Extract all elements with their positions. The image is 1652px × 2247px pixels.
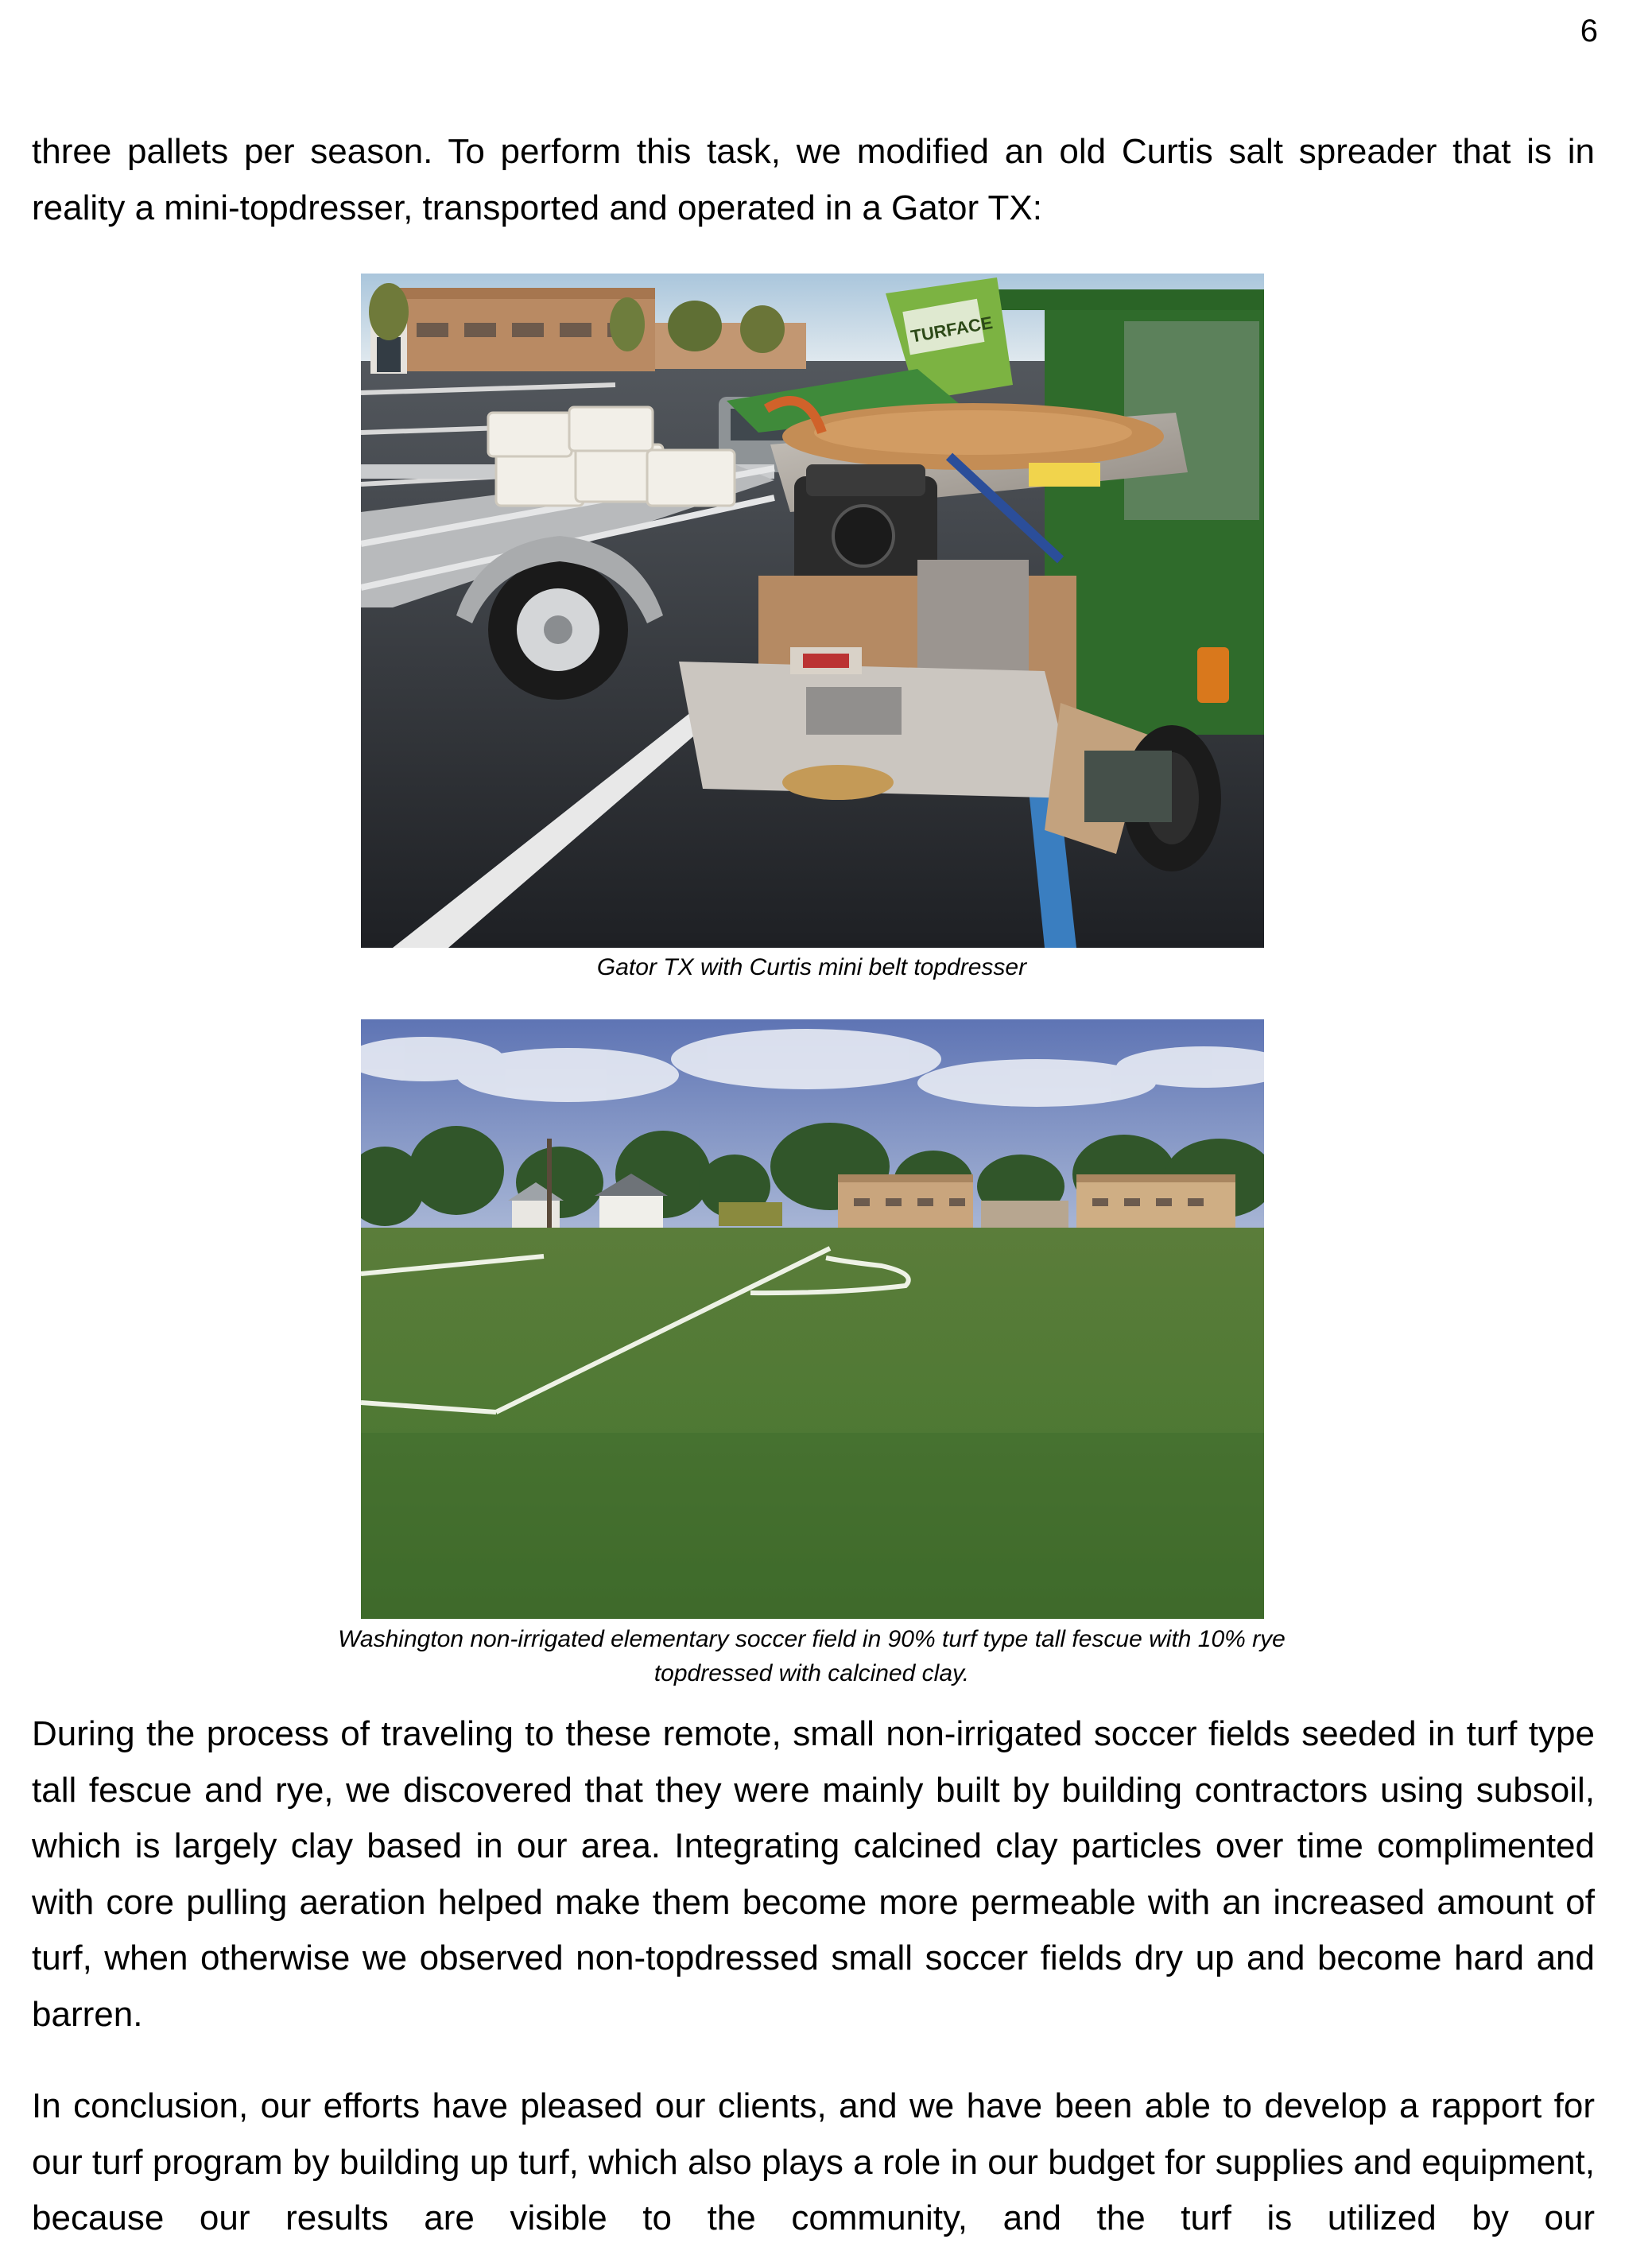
paragraph-conclusion: In conclusion, our efforts have pleased our clients, and we have been able to develop a rapport for our turf program by building up turf, which also plays a role in our budget for supplies and equipment, because our results are visible to the community, and the turf is utilized by our [32, 2086, 1595, 2237]
paragraph-intro: three pallets per season. To perform this task, we modified an old Curtis salt spreader that is in reality a mini-topdresser, transported and operated in a Gator TX: [32, 132, 1595, 227]
paragraph-process: During the process of traveling to these remote, small non-irrigated soccer fields seeded in turf type tall fescue and rye, we discovered that they were mainly built by building contractors using subsoil, which is largely clay based in our area. Integrating calcined clay particles over time complimented with core pulling aeration helped make them become more permeable with an increased amount of turf, when otherwise we observed non-topdressed small soccer fields dry up and become hard and barren. [32, 1714, 1595, 2034]
photo-gator-topdresser [361, 274, 1264, 948]
photo-soccer-field [361, 1019, 1264, 1619]
turface-bag-label: TURFACE [909, 312, 995, 347]
caption-soccer-line-2: topdressed with calcined clay. [653, 1660, 970, 1686]
caption-soccer-line-1: Washington non-irrigated elementary soccer field in 90% turf type tall fescue with 10% rye [338, 1626, 1286, 1652]
caption-gator: Gator TX with Curtis mini belt topdresser [596, 954, 1027, 980]
page-number: 6 [1580, 14, 1598, 49]
